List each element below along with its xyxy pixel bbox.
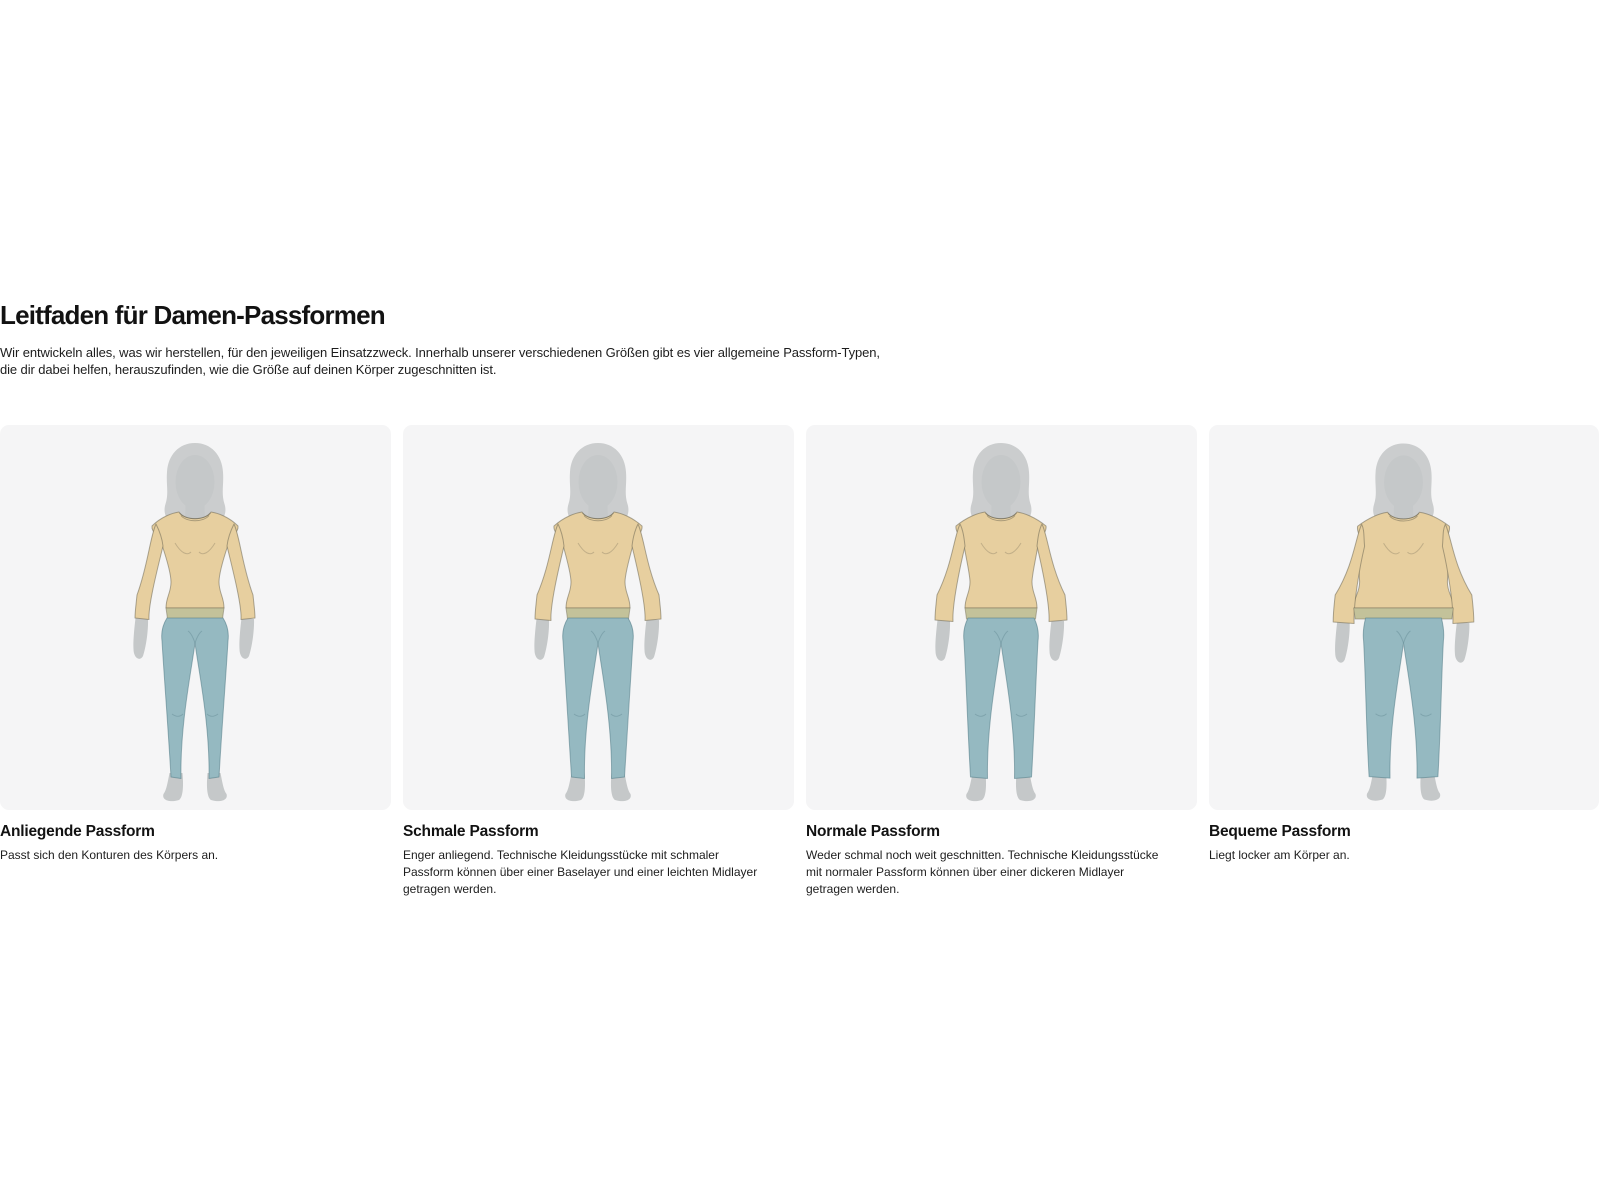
shirt-torso-shape bbox=[1354, 512, 1454, 608]
shirt-torso-shape bbox=[554, 512, 642, 608]
left-sleeve-shape bbox=[135, 524, 163, 620]
fit-card-bequem bbox=[1209, 425, 1599, 898]
fit-cards-row bbox=[0, 425, 1600, 898]
left-hand-shape bbox=[935, 620, 950, 661]
woman-figure-svg bbox=[1209, 425, 1599, 810]
woman-figure-svg bbox=[403, 425, 794, 810]
fit-card-schmal bbox=[403, 425, 794, 898]
right-hand-shape bbox=[239, 618, 254, 659]
left-hand-shape bbox=[133, 618, 148, 659]
fit-illustration bbox=[403, 425, 794, 810]
fit-card-description: Passt sich den Konturen des Körpers an. bbox=[0, 847, 219, 862]
waistband-shape bbox=[166, 608, 224, 619]
left-sleeve-shape bbox=[535, 524, 564, 621]
waistband-shape bbox=[965, 608, 1037, 619]
face-shape bbox=[176, 455, 215, 509]
fit-card-title: Schmale Passform bbox=[403, 822, 539, 840]
fit-illustration bbox=[1209, 425, 1599, 810]
fit-card-anliegend bbox=[0, 425, 391, 898]
right-sleeve-shape bbox=[1037, 524, 1067, 622]
fit-card-title: Bequeme Passform bbox=[1209, 822, 1351, 840]
shirt-torso-shape bbox=[956, 512, 1046, 608]
waistband-shape bbox=[1354, 608, 1454, 619]
face-shape bbox=[579, 455, 618, 509]
right-hand-shape bbox=[1049, 620, 1064, 661]
woman-figure-svg bbox=[806, 425, 1197, 810]
shirt-torso-shape bbox=[152, 512, 238, 608]
fit-illustration bbox=[806, 425, 1197, 810]
fit-card-description: Weder schmal noch weit geschnitten. Technische Kleidungsstücke mit normaler Passform können über einer dickeren Midlayer getragen werden. bbox=[806, 847, 1159, 896]
left-hand-shape bbox=[1335, 622, 1350, 663]
face-shape bbox=[982, 455, 1021, 509]
right-hand-shape bbox=[644, 619, 659, 660]
fit-card-title: Anliegende Passform bbox=[0, 822, 155, 840]
fit-card-title: Normale Passform bbox=[806, 822, 940, 840]
fit-card-description: Enger anliegend. Technische Kleidungsstücke mit schmaler Passform können über einer Baselayer und einer leichten Midlayer getragen werden. bbox=[403, 847, 758, 896]
left-hand-shape bbox=[534, 619, 549, 660]
fit-card-description: Liegt locker am Körper an. bbox=[1209, 847, 1350, 862]
woman-figure-svg bbox=[0, 425, 391, 810]
page-subtitle: Wir entwickeln alles, was wir herstellen, für den jeweiligen Einsatzzweck. Innerhalb unserer verschiedenen Größen gibt es vier allgemeine Passform-Typen, die dir dabei helfen, herauszufinden, wie die Größe auf deinen Körper zugeschnitten ist. bbox=[0, 344, 880, 378]
face-shape bbox=[1384, 455, 1423, 509]
left-sleeve-shape bbox=[935, 524, 965, 622]
page-title: Leitfaden für Damen-Passformen bbox=[0, 300, 385, 330]
waistband-shape bbox=[566, 608, 630, 619]
fit-card-normal bbox=[806, 425, 1197, 898]
right-hand-shape bbox=[1455, 622, 1470, 663]
fit-illustration bbox=[0, 425, 391, 810]
right-sleeve-shape bbox=[632, 524, 661, 621]
right-sleeve-shape bbox=[227, 524, 255, 620]
